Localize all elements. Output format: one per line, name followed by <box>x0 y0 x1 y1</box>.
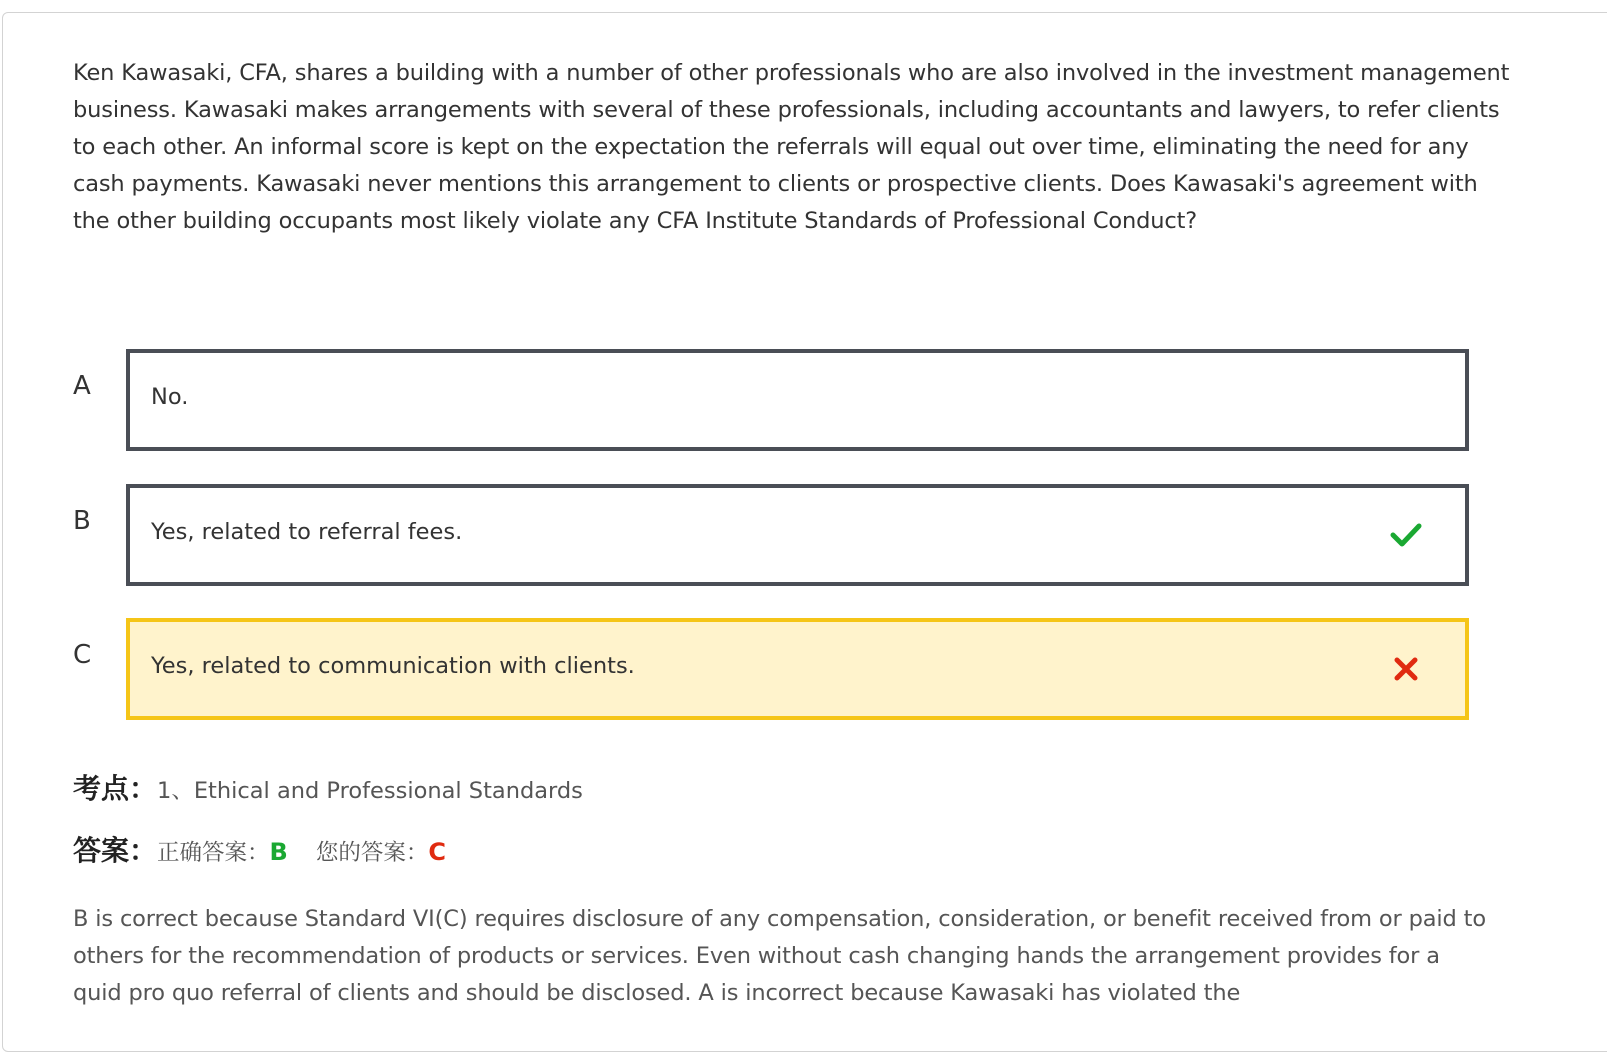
explanation-text: B is correct because Standard VI(C) requires disclosure of any compensation, consideration, or benefit received from or paid to others for the recommendation of products or services. Even without cash changing hands the arrangement provides for a quid pro quo referral of clients and should be disclosed. A is incorrect because Kawasaki has violated the <box>73 906 1486 1006</box>
option-a-letter: A <box>73 371 91 401</box>
answer-line <box>73 829 446 869</box>
option-c-letter: C <box>73 640 92 670</box>
correct-answer-value: B <box>269 838 288 866</box>
option-c-text: Yes, related to communication with clients. <box>151 653 635 679</box>
option-b-button[interactable] <box>126 484 1469 586</box>
option-c-button[interactable] <box>126 618 1469 720</box>
question-text: Ken Kawasaki, CFA, shares a building with a number of other professionals who are also involved in the investment management business. Kawasaki makes arrangements with several of these professionals, including accountants and lawyers, to refer clients to each other. An informal score is kept on the expectation the referrals will equal out over time, eliminating the need for any cash payments. Kawasaki never mentions this arrangement to clients or prospective clients. Does Kawasaki's agreement with the other building occupants most likely violate any CFA Institute Standards of Professional Conduct? <box>73 60 1510 234</box>
your-answer-value: C <box>428 838 446 866</box>
your-answer-label: 您的答案： <box>315 840 429 866</box>
correct-answer-label: 正确答案： <box>157 840 270 866</box>
question-card <box>2 12 1607 1052</box>
topic-value: 1、Ethical and Professional Standards <box>157 778 583 804</box>
topic-line <box>73 767 583 807</box>
cross-icon <box>1389 652 1423 686</box>
checkmark-icon <box>1389 518 1423 552</box>
option-a-button[interactable] <box>126 349 1469 451</box>
option-a-row <box>73 349 1473 453</box>
option-c-row <box>73 618 1473 722</box>
option-b-text: Yes, related to referral fees. <box>151 519 463 545</box>
answer-label: 答案： <box>73 834 158 867</box>
topic-label: 考点： <box>73 772 158 805</box>
option-a-text: No. <box>151 384 189 410</box>
option-b-letter: B <box>73 506 91 536</box>
option-b-row <box>73 484 1473 588</box>
